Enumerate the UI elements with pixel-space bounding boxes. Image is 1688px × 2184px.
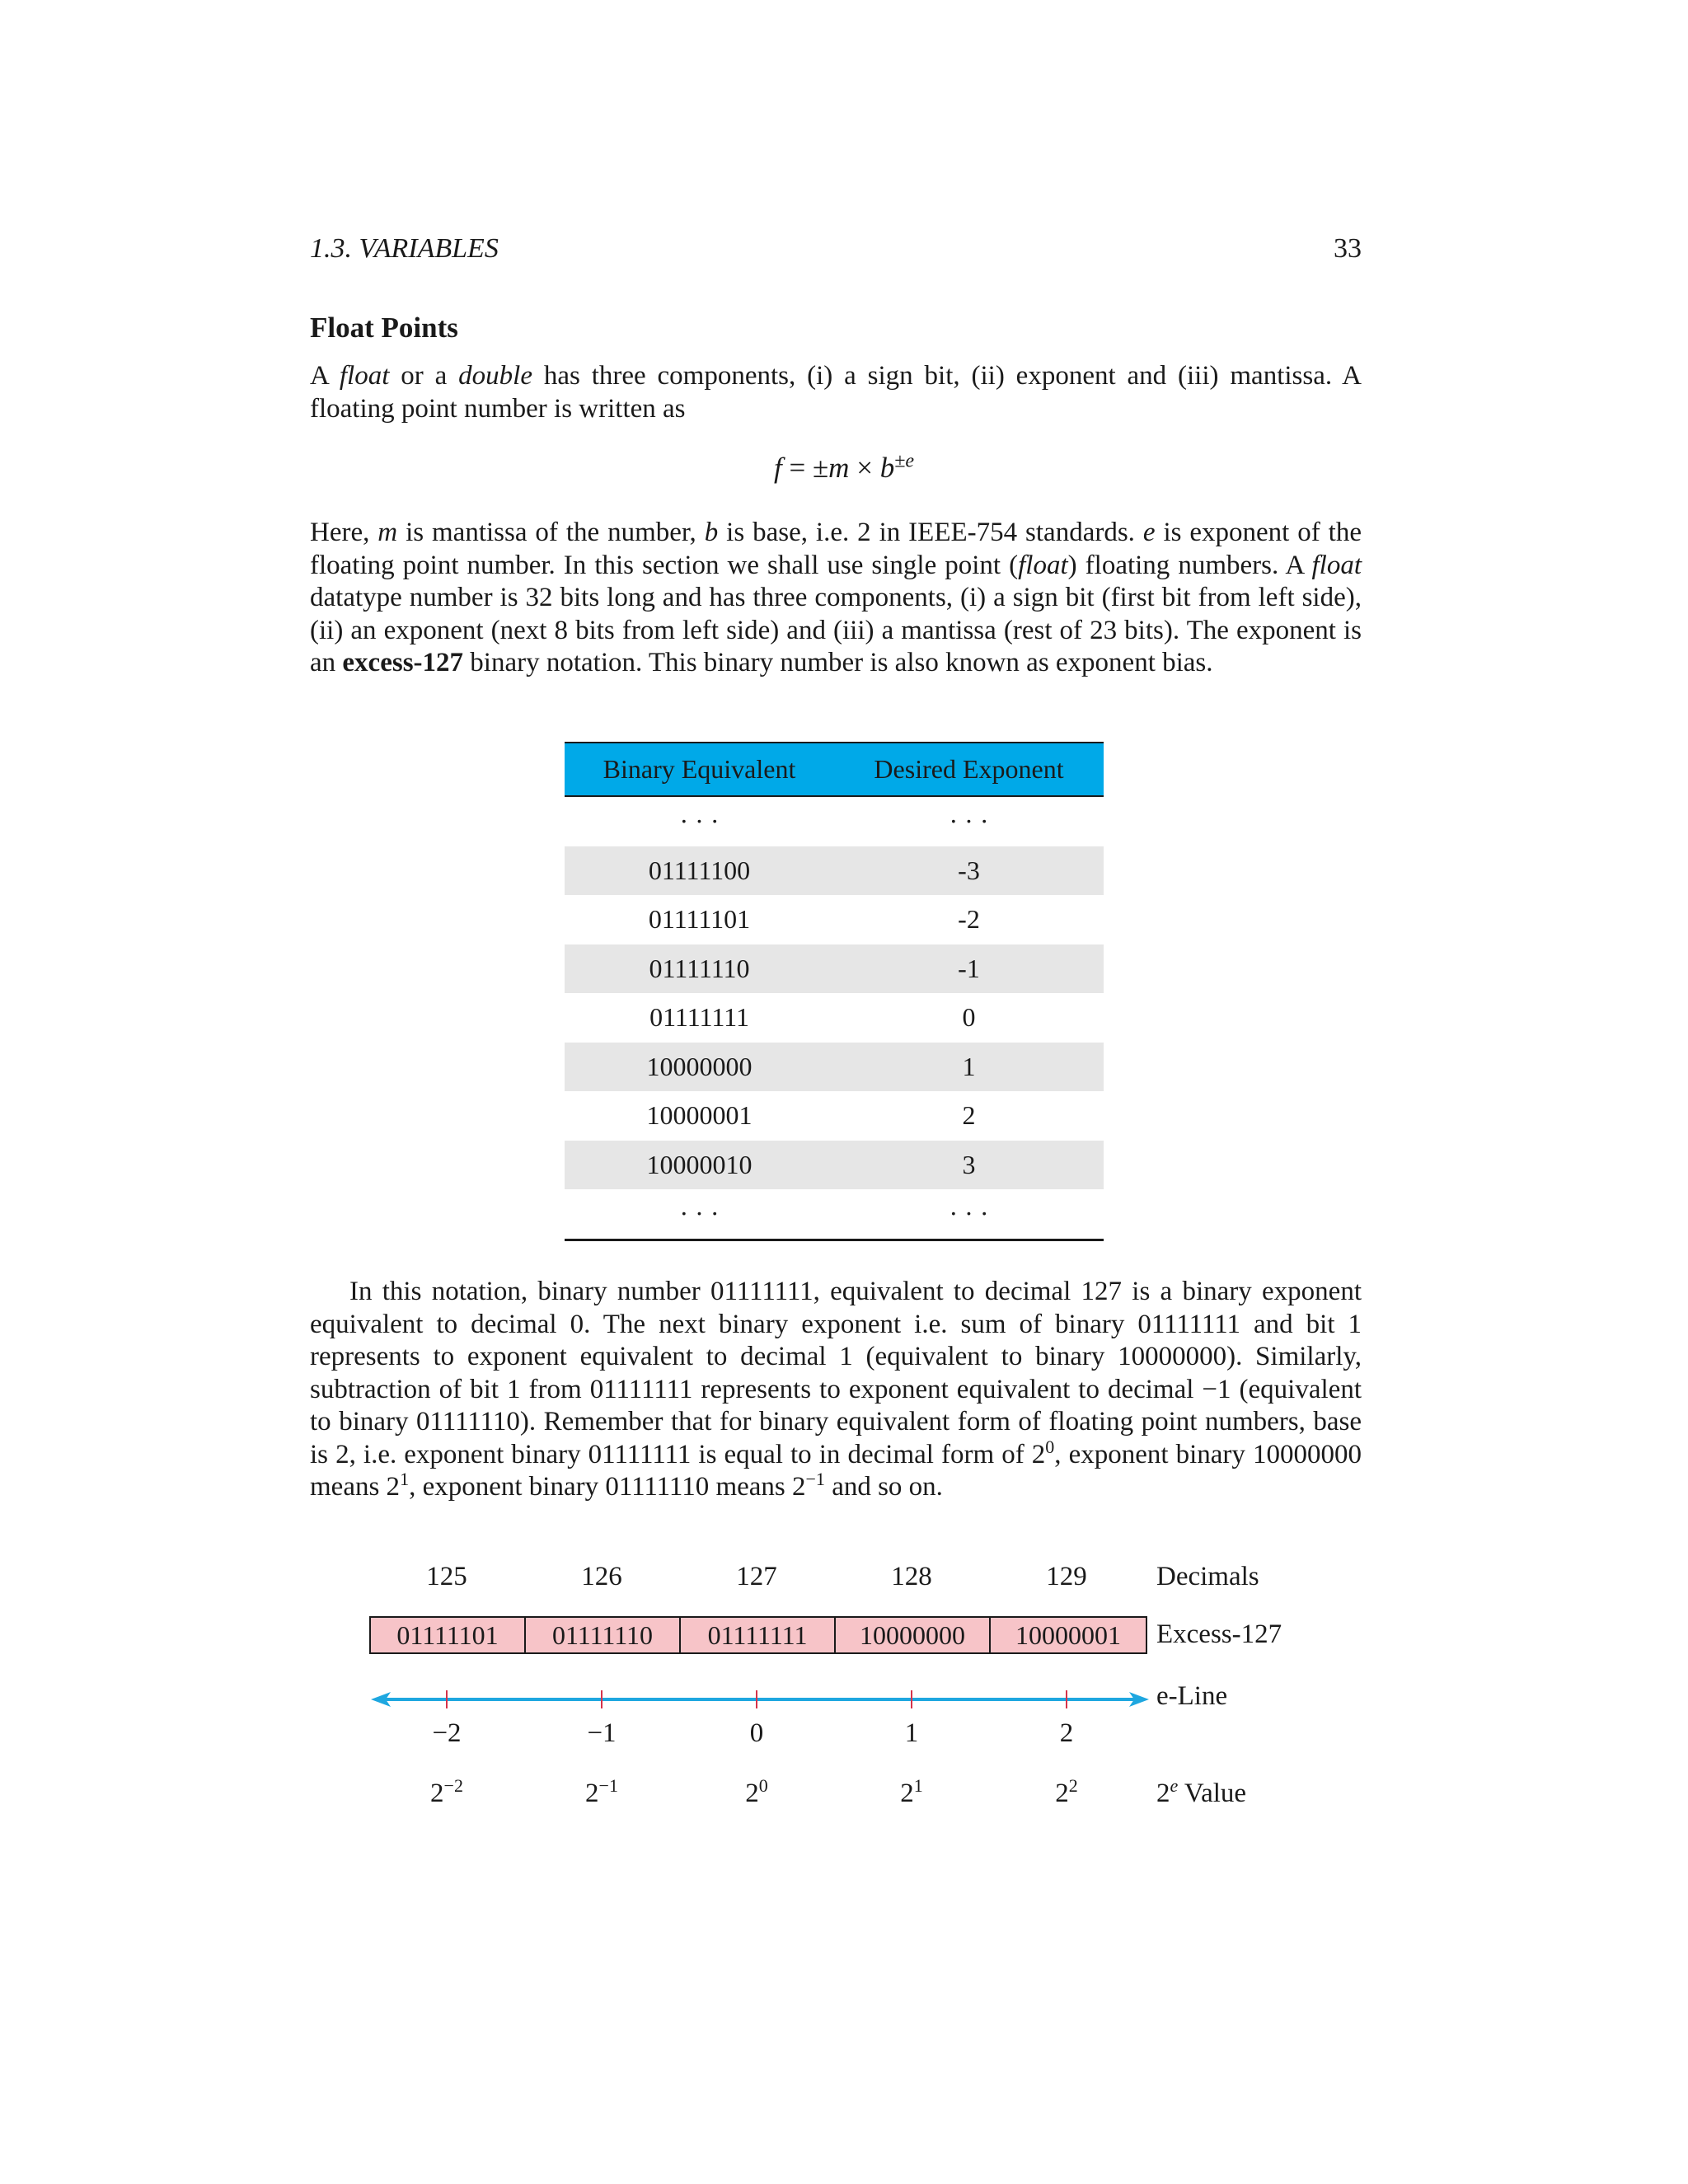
e-line-tick (1066, 1690, 1067, 1708)
binary-cell: 10000010 (565, 1141, 834, 1190)
binary-cell: 01111101 (648, 904, 751, 935)
exponent-label: 1 (904, 1718, 919, 1748)
e-line-label: e-Line (1156, 1681, 1228, 1711)
exponent-label: 2 (1059, 1718, 1074, 1748)
exponent-cell: -2 (958, 904, 980, 935)
exponent-cell: 3 (834, 1141, 1104, 1190)
excess-cell: 01111110 (526, 1618, 681, 1652)
table-row (565, 1043, 1104, 1092)
mantissa-paragraph: Here, m is mantissa of the number, b is base, i.e. 2 in IEEE-754 standards. e is exponent of the floating point number. In this section we shall use single point (float) floating numbers. A float datatype number is 32 bits long and has three components, (i) a sign bit (first bit from left side), (ii) an exponent (next 8 bits from left side) and (iii) a mantissa (rest of 23 bits). The exponent is an excess-127 binary notation. This binary number is also known as exponent bias. (310, 518, 1362, 677)
header-desired-exponent: Desired Exponent (834, 743, 1104, 796)
exponent-label: −2 (432, 1718, 462, 1748)
exponent-cell: 0 (962, 1002, 976, 1033)
running-head-section: 1.3. VARIABLES (310, 233, 499, 264)
excess-cell: 01111111 (681, 1618, 836, 1652)
binary-cell: · · · (679, 806, 720, 837)
binary-cell: 10000000 (565, 1043, 834, 1092)
binary-cell: 01111100 (565, 846, 834, 896)
binary-cell: 10000001 (646, 1100, 753, 1131)
table-row (565, 993, 1104, 1043)
binary-cell: · · · (565, 1189, 834, 1240)
exponent-cell: 2 (962, 1100, 976, 1131)
table-row (565, 1141, 1104, 1190)
exponent-cell: · · · (949, 806, 989, 837)
excess-cell: 01111101 (371, 1618, 526, 1652)
e-line-tick (446, 1690, 448, 1708)
intro-paragraph: A float or a double has three components, (i) a sign bit, (ii) exponent and (iii) mantissa. A floating point number is written as (310, 361, 1362, 424)
table-row (565, 895, 1104, 944)
power-value: $2^2$ (1055, 1775, 1078, 1808)
excess-cell: 10000001 (1015, 1620, 1121, 1650)
value-row-label: 2e Value (1156, 1775, 1247, 1808)
float-formula: $f = \pm m \times b^{\pm e}$ (773, 450, 915, 484)
decimal-label: 127 (736, 1562, 777, 1591)
running-head (310, 233, 1362, 274)
decimals-row-label: Decimals (1156, 1562, 1259, 1591)
power-value: $2^{-1}$ (585, 1775, 618, 1808)
section-heading: Float Points (310, 312, 458, 344)
e-line-left-arrowhead (371, 1692, 391, 1707)
page-number: 33 (1334, 233, 1362, 264)
decimal-label: 128 (891, 1562, 932, 1591)
power-value: $2^0$ (745, 1775, 768, 1808)
excess-127-box-row (369, 1616, 1147, 1654)
e-line-tick (911, 1690, 912, 1708)
notation-paragraph: In this notation, binary number 01111111, equivalent to decimal 127 is a binary exponent equivalent to decimal 0. The next binary exponent i.e. sum of binary 01111111 and bit 1 represents to exponent equivalent to decimal 1 (equivalent to binary 10000000). Similarly, subtraction of bit 1 from 01111111 represents to exponent equivalent to decimal −1 (equivalent to binary 01111110). Remember that for binary equivalent form of floating point numbers, base is 2, i.e. exponent binary 01111111 is equal to in decimal form of $2^0$, exponent binary 10000000 means $2^1$, exponent binary 01111110 means $2^{-1}$ and so on. (310, 1277, 1362, 1502)
table-row (565, 846, 1104, 896)
excess-cell: 10000000 (836, 1618, 991, 1652)
binary-cell: 01111110 (565, 944, 834, 994)
table-header-row (565, 743, 1104, 796)
exponent-label: 0 (749, 1718, 764, 1748)
table-row (565, 1091, 1104, 1141)
decimal-label: 129 (1046, 1562, 1087, 1591)
exponent-cell: -1 (834, 944, 1104, 994)
e-line-tick (756, 1690, 757, 1708)
e-line-right-arrowhead (1129, 1692, 1149, 1707)
power-value: $2^1$ (900, 1775, 923, 1808)
exponent-label: −1 (587, 1718, 617, 1748)
exponent-cell: -3 (834, 846, 1104, 896)
table-row (565, 1189, 1104, 1240)
decimal-label: 125 (426, 1562, 467, 1591)
exponent-cell: · · · (834, 1189, 1104, 1240)
decimal-label: 126 (581, 1562, 622, 1591)
e-line-tick (601, 1690, 603, 1708)
exponent-cell: 1 (834, 1043, 1104, 1092)
table-row (565, 944, 1104, 994)
excess-row-label: Excess-127 (1156, 1619, 1282, 1649)
power-value: $2^{-2}$ (430, 1775, 463, 1808)
binary-cell: 01111111 (649, 1002, 749, 1033)
exponent-table (565, 742, 1104, 1241)
table-row (565, 796, 1104, 846)
header-binary-equivalent: Binary Equivalent (565, 743, 834, 796)
